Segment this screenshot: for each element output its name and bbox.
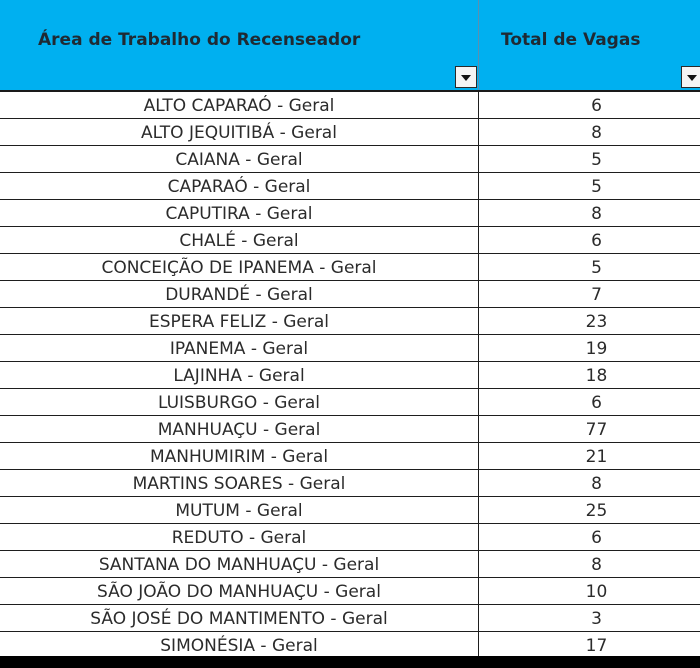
table-row[interactable] xyxy=(0,146,700,173)
cell-area[interactable]: MANHUMIRIM - Geral xyxy=(0,443,479,469)
table-header xyxy=(0,0,700,92)
header-cell-total[interactable] xyxy=(479,0,700,90)
cell-area[interactable]: MUTUM - Geral xyxy=(0,497,479,523)
table-row[interactable] xyxy=(0,524,700,551)
table-row[interactable] xyxy=(0,308,700,335)
cell-area[interactable]: ALTO JEQUITIBÁ - Geral xyxy=(0,119,479,145)
cell-area[interactable]: ESPERA FELIZ - Geral xyxy=(0,308,479,334)
cell-total[interactable]: 19 xyxy=(585,339,608,359)
cell-area[interactable]: CONCEIÇÃO DE IPANEMA - Geral xyxy=(0,254,479,280)
table-row[interactable] xyxy=(0,470,700,497)
cell-area[interactable]: SIMONÉSIA - Geral xyxy=(0,632,479,656)
cell-area[interactable]: CAPARAÓ - Geral xyxy=(0,173,479,199)
cell-area[interactable]: MARTINS SOARES - Geral xyxy=(0,470,479,496)
cell-total[interactable]: 6 xyxy=(591,528,602,548)
cell-total[interactable]: 5 xyxy=(591,150,602,170)
header-label-total: Total de Vagas xyxy=(501,30,641,50)
cell-total[interactable]: 3 xyxy=(591,609,602,629)
cell-area[interactable]: CHALÉ - Geral xyxy=(0,227,479,253)
table-row[interactable] xyxy=(0,200,700,227)
cell-total[interactable]: 6 xyxy=(591,96,602,116)
cell-total[interactable]: 5 xyxy=(591,258,602,278)
cell-total[interactable]: 6 xyxy=(591,393,602,413)
cell-area[interactable]: REDUTO - Geral xyxy=(0,524,479,550)
cell-area[interactable]: SANTANA DO MANHUAÇU - Geral xyxy=(0,551,479,577)
cell-total[interactable]: 7 xyxy=(591,285,602,305)
table-row[interactable] xyxy=(0,551,700,578)
cell-total[interactable]: 8 xyxy=(591,123,602,143)
cell-total[interactable]: 25 xyxy=(585,501,608,521)
cell-area[interactable]: DURANDÉ - Geral xyxy=(0,281,479,307)
table-row[interactable] xyxy=(0,173,700,200)
table-row[interactable] xyxy=(0,119,700,146)
cell-total[interactable]: 8 xyxy=(591,555,602,575)
cell-area[interactable]: CAPUTIRA - Geral xyxy=(0,200,479,226)
cell-total[interactable]: 8 xyxy=(591,474,602,494)
cell-total[interactable]: 21 xyxy=(585,447,608,467)
cell-area[interactable]: LUISBURGO - Geral xyxy=(0,389,479,415)
cell-total[interactable]: 5 xyxy=(591,177,602,197)
table-row[interactable] xyxy=(0,578,700,605)
cell-total[interactable]: 10 xyxy=(585,582,608,602)
table-row[interactable] xyxy=(0,632,700,656)
cell-total[interactable]: 18 xyxy=(585,366,608,386)
table-row[interactable] xyxy=(0,443,700,470)
table-body xyxy=(0,92,700,656)
cell-area[interactable]: ALTO CAPARAÓ - Geral xyxy=(0,92,479,118)
table-row[interactable] xyxy=(0,335,700,362)
cell-total[interactable]: 77 xyxy=(585,420,608,440)
header-cell-area[interactable] xyxy=(0,0,479,90)
cell-area[interactable]: SÃO JOSÉ DO MANTIMENTO - Geral xyxy=(0,605,479,631)
filter-dropdown-total[interactable] xyxy=(681,66,700,88)
table-row[interactable] xyxy=(0,416,700,443)
table-row[interactable] xyxy=(0,227,700,254)
filter-dropdown-area[interactable] xyxy=(455,66,477,88)
table-row[interactable] xyxy=(0,92,700,119)
cell-total[interactable]: 23 xyxy=(585,312,608,332)
table-row[interactable] xyxy=(0,497,700,524)
cell-area[interactable]: LAJINHA - Geral xyxy=(0,362,479,388)
table-row[interactable] xyxy=(0,605,700,632)
table-row[interactable] xyxy=(0,254,700,281)
table-row[interactable] xyxy=(0,362,700,389)
cell-total[interactable]: 8 xyxy=(591,204,602,224)
cell-area[interactable]: IPANEMA - Geral xyxy=(0,335,479,361)
cell-area[interactable]: MANHUAÇU - Geral xyxy=(0,416,479,442)
table-row[interactable] xyxy=(0,281,700,308)
header-label-area: Área de Trabalho do Recenseador xyxy=(38,30,361,50)
cell-area[interactable]: CAIANA - Geral xyxy=(0,146,479,172)
cell-area[interactable]: SÃO JOÃO DO MANHUAÇU - Geral xyxy=(0,578,479,604)
cell-total[interactable]: 6 xyxy=(591,231,602,251)
cell-total[interactable]: 17 xyxy=(585,636,608,656)
table-row[interactable] xyxy=(0,389,700,416)
